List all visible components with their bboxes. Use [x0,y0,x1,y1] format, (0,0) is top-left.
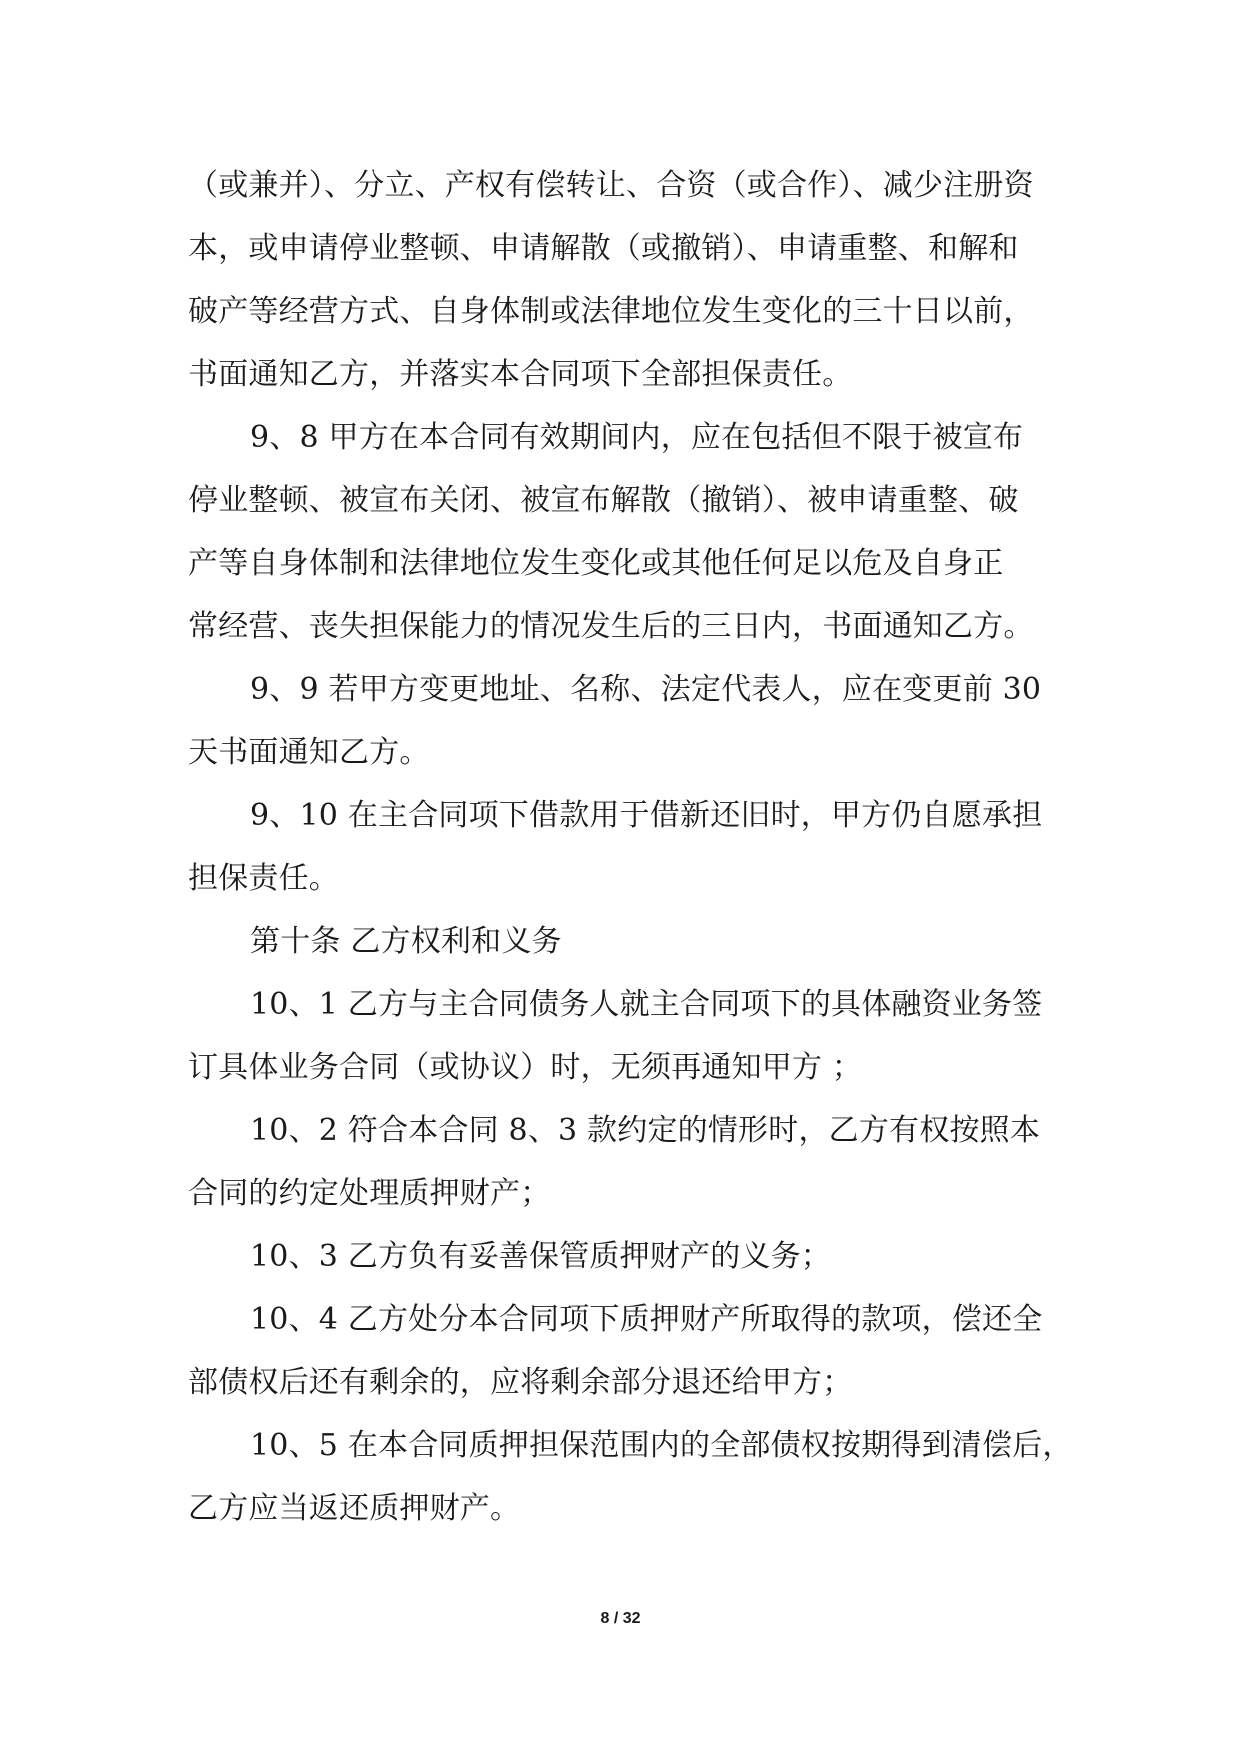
text-line: 10、4 乙方处分本合同项下质押财产所取得的款项，偿还全 [250,1302,1043,1337]
text-line: 担保责任。 [188,861,339,896]
text-line: 本，或申请停业整顿、申请解散（或撤销）、申请重整、和解和 [188,231,1019,266]
text-line: 天书面通知乙方。 [188,735,430,770]
text-line: 书面通知乙方，并落实本合同项下全部担保责任。 [188,357,853,392]
text-line: 9、10 在主合同项下借款用于借新还旧时，甲方仍自愿承担 [250,798,1043,833]
text-line: 合同的约定处理质押财产； [188,1176,551,1211]
text-line: 停业整顿、被宣布关闭、被宣布解散（撤销）、被申请重整、破 [188,483,1019,518]
text-line: 乙方应当返还质押财产。 [188,1491,521,1526]
text-line: 常经营、丧失担保能力的情况发生后的三日内，书面通知乙方。 [188,609,1034,644]
text-line: 9、9 若甲方变更地址、名称、法定代表人，应在变更前 30 [250,672,1042,707]
text-line: 部债权后还有剩余的，应将剩余部分退还给甲方； [188,1365,853,1400]
text-line: 10、1 乙方与主合同债务人就主合同项下的具体融资业务签 [250,987,1043,1022]
text-line: （或兼并）、分立、产权有偿转让、合资（或合作）、减少注册资 [188,168,1034,203]
text-line: 破产等经营方式、自身体制或法律地位发生变化的三十日以前， [188,294,1034,329]
page-number: 8 / 32 [600,1610,641,1627]
text-line: 10、3 乙方负有妥善保管质押财产的义务； [250,1239,831,1274]
text-line: 9、8 甲方在本合同有效期间内，应在包括但不限于被宣布 [250,420,1024,455]
text-line: 10、5 在本合同质押担保范围内的全部债权按期得到清偿后， [250,1428,1073,1463]
text-line: 订具体业务合同（或协议）时，无须再通知甲方 ； [188,1050,863,1085]
text-line: 产等自身体制和法律地位发生变化或其他任何足以危及自身正 [188,546,1004,581]
section-heading: 第十条 乙方权利和义务 [250,924,562,959]
text-line: 10、2 符合本合同 8、3 款约定的情形时，乙方有权按照本 [250,1113,1041,1148]
